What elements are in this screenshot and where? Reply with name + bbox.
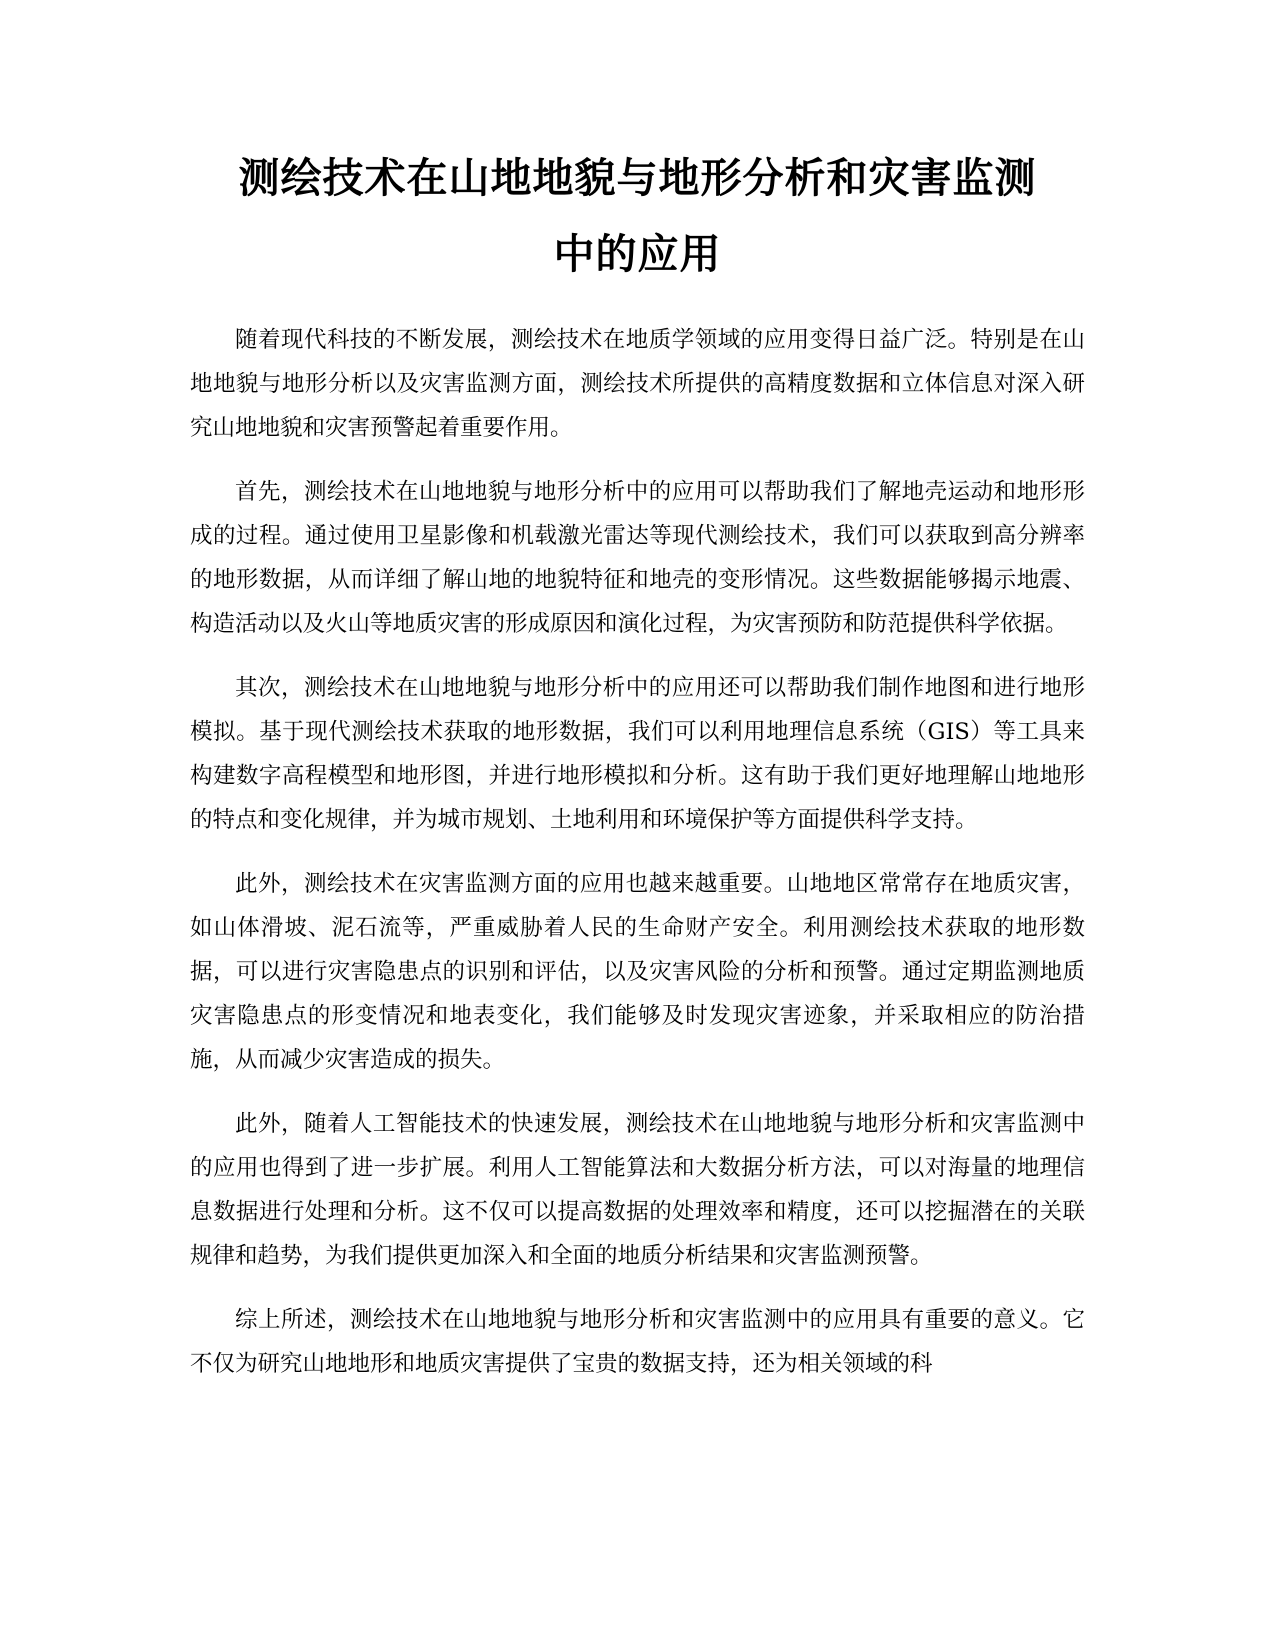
document-body [190,318,1085,1386]
title-line-1: 测绘技术在山地地貌与地形分析和灾害监测 [238,154,1037,202]
paragraph-2: 首先，测绘技术在山地地貌与地形分析中的应用可以帮助我们了解地壳运动和地形形成的过程。通过使用卫星影像和机载激光雷达等现代测绘技术，我们可以获取到高分辨率的地形数据，从而详细了解山地的地貌特征和地壳的变形情况。这些数据能够揭示地震、构造活动以及火山等地质灾害的形成原因和演化过程，为灾害预防和防范提供科学依据。 [190,479,1085,637]
paragraph-6: 综上所述，测绘技术在山地地貌与地形分析和灾害监测中的应用具有重要的意义。它不仅为研究山地地形和地质灾害提供了宝贵的数据支持，还为相关领域的科 [190,1307,1085,1377]
paragraph-3: 其次，测绘技术在山地地貌与地形分析中的应用还可以帮助我们制作地图和进行地形模拟。基于现代测绘技术获取的地形数据，我们可以利用地理信息系统（GIS）等工具来构建数字高程模型和地形图，并进行地形模拟和分析。这有助于我们更好地理解山地地形的特点和变化规律，并为城市规划、土地利用和环境保护等方面提供科学支持。 [190,675,1085,833]
paragraph-4: 此外，测绘技术在灾害监测方面的应用也越来越重要。山地地区常常存在地质灾害，如山体滑坡、泥石流等，严重威胁着人民的生命财产安全。利用测绘技术获取的地形数据，可以进行灾害隐患点的识别和评估，以及灾害风险的分析和预警。通过定期监测地质灾害隐患点的形变情况和地表变化，我们能够及时发现灾害迹象，并采取相应的防治措施，从而减少灾害造成的损失。 [190,871,1085,1073]
document-title [190,140,1085,292]
title-line-2: 中的应用 [553,230,722,278]
paragraph-1: 随着现代科技的不断发展，测绘技术在地质学领域的应用变得日益广泛。特别是在山地地貌与地形分析以及灾害监测方面，测绘技术所提供的高精度数据和立体信息对深入研究山地地貌和灾害预警起着重要作用。 [190,327,1085,441]
paragraph-5: 此外，随着人工智能技术的快速发展，测绘技术在山地地貌与地形分析和灾害监测中的应用也得到了进一步扩展。利用人工智能算法和大数据分析方法，可以对海量的地理信息数据进行处理和分析。这不仅可以提高数据的处理效率和精度，还可以挖掘潜在的关联规律和趋势，为我们提供更加深入和全面的地质分析结果和灾害监测预警。 [190,1111,1085,1269]
